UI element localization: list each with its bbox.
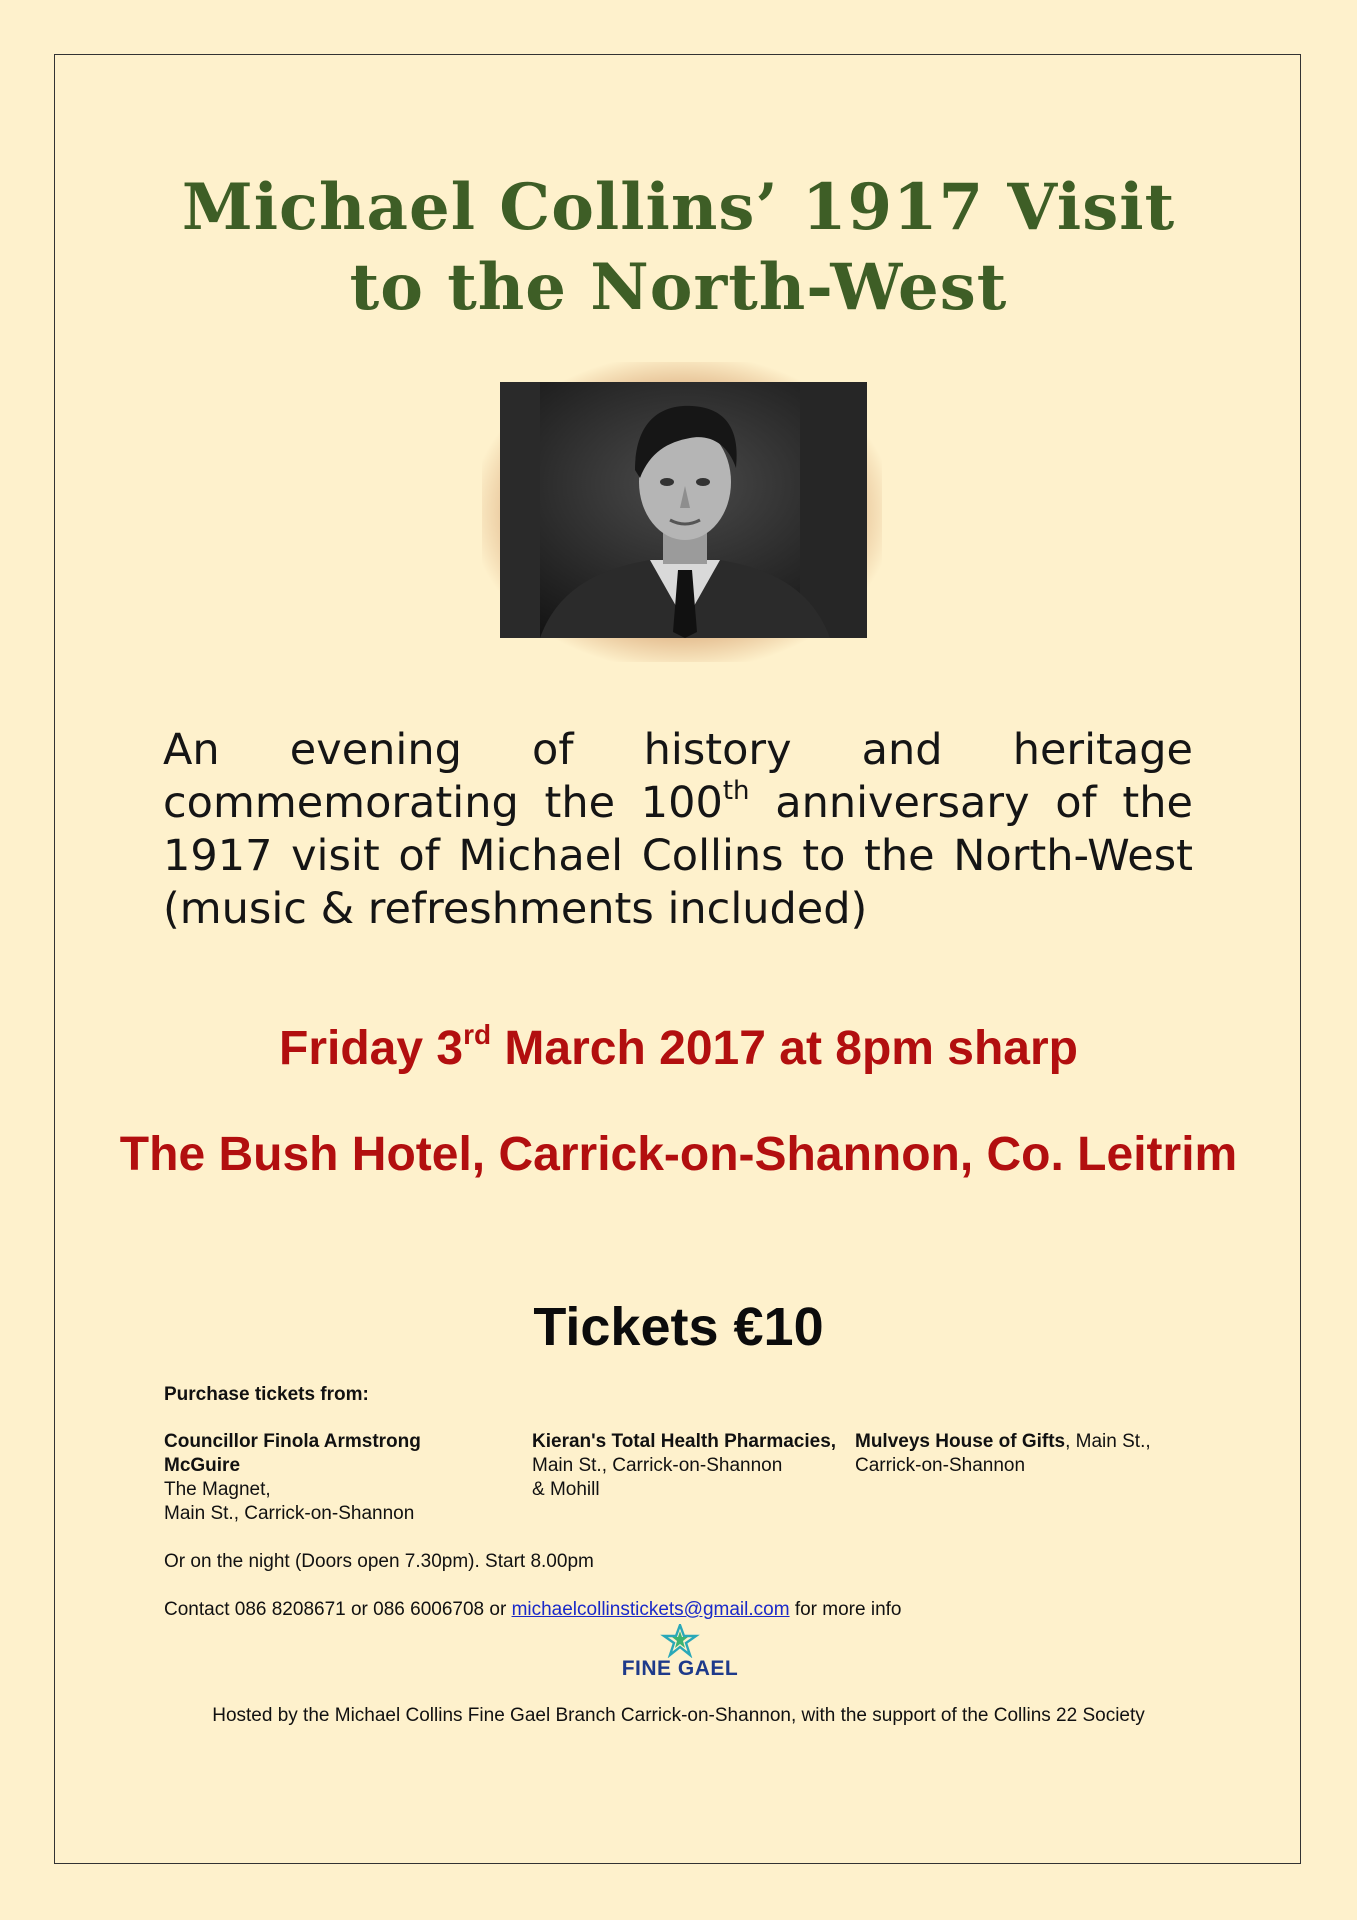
ticket-price: Tickets €10 bbox=[533, 1297, 824, 1357]
event-description bbox=[163, 724, 1193, 936]
outlet-1 bbox=[164, 1430, 494, 1526]
portrait-photo bbox=[500, 382, 867, 638]
outlet-1-address-1: The Magnet, bbox=[164, 1479, 271, 1500]
star-icon bbox=[660, 1624, 700, 1658]
event-venue: The Bush Hotel, Carrick-on-Shannon, Co. Leitrim bbox=[119, 1128, 1238, 1181]
outlet-1-name: Councillor Finola Armstrong McGuire bbox=[164, 1431, 421, 1476]
outlet-3 bbox=[855, 1430, 1195, 1478]
date-text-2: March 2017 at 8pm sharp bbox=[491, 1022, 1078, 1075]
on-the-night-info: Or on the night (Doors open 7.30pm). Start 8.00pm bbox=[164, 1551, 594, 1572]
intro-text-2: anniversary of the 1917 visit of Michael Collins to the North-West (music & refreshments included) bbox=[163, 778, 1193, 934]
outlet-3-name: Mulveys House of Gifts bbox=[855, 1431, 1066, 1452]
outlet-2-name: Kieran's Total Health Pharmacies, bbox=[532, 1431, 837, 1452]
logo-wordmark: FINE GAEL bbox=[621, 1657, 739, 1680]
title-line-1: Michael Collins’ 1917 Visit bbox=[181, 170, 1176, 245]
contact-email-link[interactable]: michaelcollinstickets@gmail.com bbox=[511, 1599, 790, 1620]
outlet-3-address: , Main St., Carrick-on-Shannon bbox=[855, 1431, 1151, 1476]
intro-text-1: An evening of history and heritage commemorating the 100 bbox=[163, 725, 1193, 828]
outlet-2 bbox=[532, 1430, 852, 1502]
contact-info bbox=[164, 1598, 901, 1622]
hosted-by: Hosted by the Michael Collins Fine Gael Branch Carrick-on-Shannon, with the support of the Collins 22 Society bbox=[212, 1705, 1145, 1726]
contact-suffix: for more info bbox=[789, 1599, 902, 1620]
poster-title bbox=[100, 168, 1257, 328]
date-superscript: rd bbox=[463, 1019, 492, 1050]
purchase-heading: Purchase tickets from: bbox=[164, 1384, 369, 1405]
outlet-2-address-2: & Mohill bbox=[532, 1479, 600, 1500]
intro-superscript: th bbox=[722, 776, 750, 806]
outlet-2-address-1: Main St., Carrick-on-Shannon bbox=[532, 1455, 783, 1476]
event-date bbox=[100, 1020, 1257, 1078]
fine-gael-logo bbox=[612, 1624, 748, 1680]
outlet-1-address-2: Main St., Carrick-on-Shannon bbox=[164, 1503, 415, 1524]
date-text-1: Friday 3 bbox=[279, 1022, 464, 1075]
title-line-2: to the North-West bbox=[349, 250, 1008, 325]
contact-prefix: Contact 086 8208671 or 086 6006708 or bbox=[164, 1599, 512, 1620]
